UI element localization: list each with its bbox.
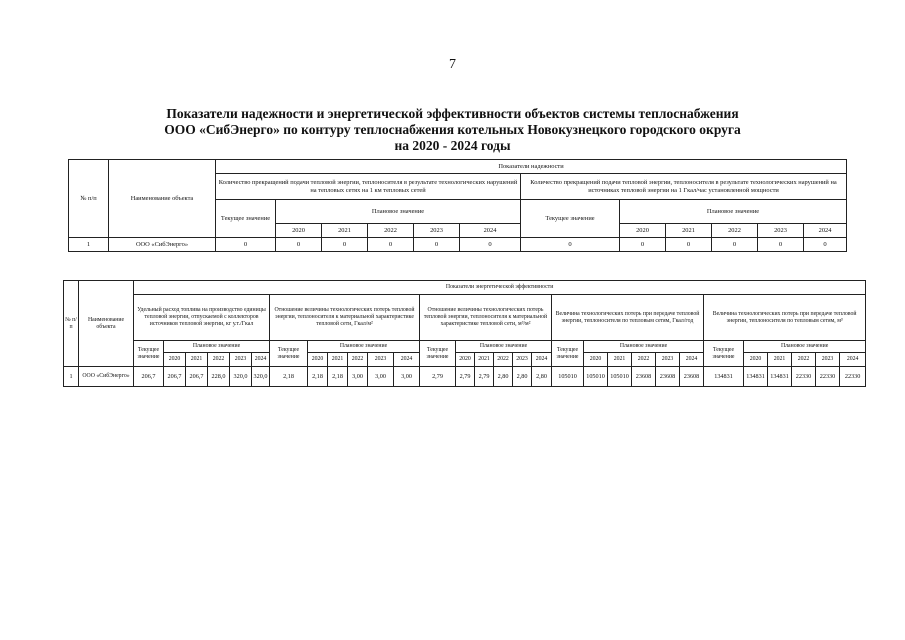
header-col-d: Величина технологических потерь при передаче тепловой энергии, теплоносителя по тепловым сетям, Гкал/год [552, 295, 704, 341]
header-a-current: Текущее значение [134, 341, 164, 367]
header-col-b: Количество прекращений подачи тепловой энергии, теплоносителя в результате технологических нарушений на источниках тепловой энергии на 1 Гкал/час установленной мощности [521, 174, 847, 200]
year-2023: 2023 [656, 353, 680, 367]
year-2023: 2023 [230, 353, 252, 367]
cell-b-2023: 3,00 [368, 367, 394, 387]
cell-e-current: 134831 [704, 367, 744, 387]
cell-a-2022: 228,0 [208, 367, 230, 387]
year-2022: 2022 [368, 224, 414, 238]
header-c-planned: Плановое значение [456, 341, 552, 353]
header-d-current: Текущее значение [552, 341, 584, 367]
header-num: № п/п [64, 281, 79, 367]
title-line-2: ООО «СибЭнерго» по контуру теплоснабжения котельных Новокузнецкого городского округа [164, 122, 741, 137]
header-group: Показатели энергетической эффективности [134, 281, 866, 295]
cell-d-2022: 23608 [632, 367, 656, 387]
cell-b-2020: 2,18 [308, 367, 328, 387]
cell-a-2021: 0 [322, 238, 368, 252]
cell-a-2023: 0 [414, 238, 460, 252]
cell-b-current: 0 [521, 238, 620, 252]
cell-d-2023: 23608 [656, 367, 680, 387]
year-2020: 2020 [456, 353, 475, 367]
cell-e-2023: 22330 [816, 367, 840, 387]
cell-d-current: 105010 [552, 367, 584, 387]
table-row [64, 367, 866, 387]
row-num: 1 [69, 238, 109, 252]
row-num: 1 [64, 367, 79, 387]
cell-d-2020: 105010 [584, 367, 608, 387]
title-line-3: на 2020 - 2024 годы [394, 138, 511, 153]
header-col-c: Отношение величины технологических потерь тепловой энергии, теплоносителя к материальной характеристике тепловой сети, м³/м² [420, 295, 552, 341]
year-2022: 2022 [348, 353, 368, 367]
cell-b-2023: 0 [758, 238, 804, 252]
header-a-planned: Плановое значение [276, 200, 521, 224]
year-2024: 2024 [394, 353, 420, 367]
year-2021: 2021 [608, 353, 632, 367]
year-2021: 2021 [328, 353, 348, 367]
cell-a-2020: 0 [276, 238, 322, 252]
year-2024: 2024 [460, 224, 521, 238]
cell-b-2021: 2,18 [328, 367, 348, 387]
energy-efficiency-table [63, 280, 866, 387]
year-2020: 2020 [620, 224, 666, 238]
table-row [69, 238, 847, 252]
year-2021: 2021 [322, 224, 368, 238]
year-2021: 2021 [768, 353, 792, 367]
year-2020: 2020 [276, 224, 322, 238]
year-2020: 2020 [744, 353, 768, 367]
year-2024: 2024 [252, 353, 270, 367]
cell-b-2024: 3,00 [394, 367, 420, 387]
cell-c-2020: 2,79 [456, 367, 475, 387]
cell-a-2024: 0 [460, 238, 521, 252]
cell-e-2021: 134831 [768, 367, 792, 387]
cell-c-2023: 2,80 [513, 367, 532, 387]
cell-c-2021: 2,79 [475, 367, 494, 387]
year-2021: 2021 [666, 224, 712, 238]
header-c-current: Текущее значение [420, 341, 456, 367]
header-col-a: Удельный расход топлива на производство единицы тепловой энергии, отпускаемой с коллекторов источников тепловой энергии, кг у.т./Гкал [134, 295, 270, 341]
header-a-current: Текущее значение [216, 200, 276, 238]
header-col-a: Количество прекращений подачи тепловой энергии, теплоносителя в результате технологических нарушений на тепловых сетях на 1 км тепловых сетей [216, 174, 521, 200]
header-e-current: Текущее значение [704, 341, 744, 367]
year-2024: 2024 [532, 353, 552, 367]
header-group: Показатели надежности [216, 160, 847, 174]
year-2023: 2023 [513, 353, 532, 367]
header-b-planned: Плановое значение [308, 341, 420, 353]
cell-c-current: 2,79 [420, 367, 456, 387]
year-2023: 2023 [368, 353, 394, 367]
row-object-name: ООО «СибЭнерго» [109, 238, 216, 252]
header-b-planned: Плановое значение [620, 200, 847, 224]
year-2022: 2022 [632, 353, 656, 367]
header-object-name: Наименование объекта [79, 281, 134, 367]
cell-a-current: 0 [216, 238, 276, 252]
row-object-name: ООО «СибЭнерго» [79, 367, 134, 387]
document-title [100, 106, 805, 154]
cell-c-2024: 2,80 [532, 367, 552, 387]
year-2023: 2023 [414, 224, 460, 238]
header-e-planned: Плановое значение [744, 341, 866, 353]
year-2024: 2024 [804, 224, 847, 238]
cell-b-current: 2,18 [270, 367, 308, 387]
year-2024: 2024 [840, 353, 866, 367]
year-2022: 2022 [792, 353, 816, 367]
year-2023: 2023 [816, 353, 840, 367]
header-col-e: Величина технологических потерь при передаче тепловой энергии, теплоносителя по тепловым сетям, м³ [704, 295, 866, 341]
header-object-name: Наименование объекта [109, 160, 216, 238]
year-2023: 2023 [758, 224, 804, 238]
cell-a-2022: 0 [368, 238, 414, 252]
header-b-current: Текущее значение [521, 200, 620, 238]
cell-a-2020: 206,7 [164, 367, 186, 387]
cell-a-2023: 320,0 [230, 367, 252, 387]
cell-b-2022: 3,00 [348, 367, 368, 387]
cell-b-2024: 0 [804, 238, 847, 252]
header-col-b: Отношение величины технологических потерь тепловой энергии, теплоносителя к материальной характеристике тепловой сети, Гкал/м² [270, 295, 420, 341]
year-2021: 2021 [475, 353, 494, 367]
cell-a-current: 206,7 [134, 367, 164, 387]
cell-b-2021: 0 [666, 238, 712, 252]
year-2024: 2024 [680, 353, 704, 367]
year-2021: 2021 [186, 353, 208, 367]
reliability-table [68, 159, 847, 252]
header-b-current: Текущее значение [270, 341, 308, 367]
title-line-1: Показатели надежности и энергетической эффективности объектов системы теплоснабжения [166, 106, 739, 121]
cell-c-2022: 2,80 [494, 367, 513, 387]
cell-a-2021: 206,7 [186, 367, 208, 387]
header-a-planned: Плановое значение [164, 341, 270, 353]
cell-e-2022: 22330 [792, 367, 816, 387]
cell-e-2020: 134831 [744, 367, 768, 387]
year-2022: 2022 [712, 224, 758, 238]
year-2020: 2020 [164, 353, 186, 367]
page-number: 7 [449, 57, 456, 72]
header-num: № п/п [69, 160, 109, 238]
year-2022: 2022 [208, 353, 230, 367]
cell-d-2024: 23608 [680, 367, 704, 387]
cell-d-2021: 105010 [608, 367, 632, 387]
year-2020: 2020 [308, 353, 328, 367]
cell-b-2022: 0 [712, 238, 758, 252]
cell-e-2024: 22330 [840, 367, 866, 387]
cell-b-2020: 0 [620, 238, 666, 252]
header-d-planned: Плановое значение [584, 341, 704, 353]
year-2022: 2022 [494, 353, 513, 367]
cell-a-2024: 320,0 [252, 367, 270, 387]
year-2020: 2020 [584, 353, 608, 367]
